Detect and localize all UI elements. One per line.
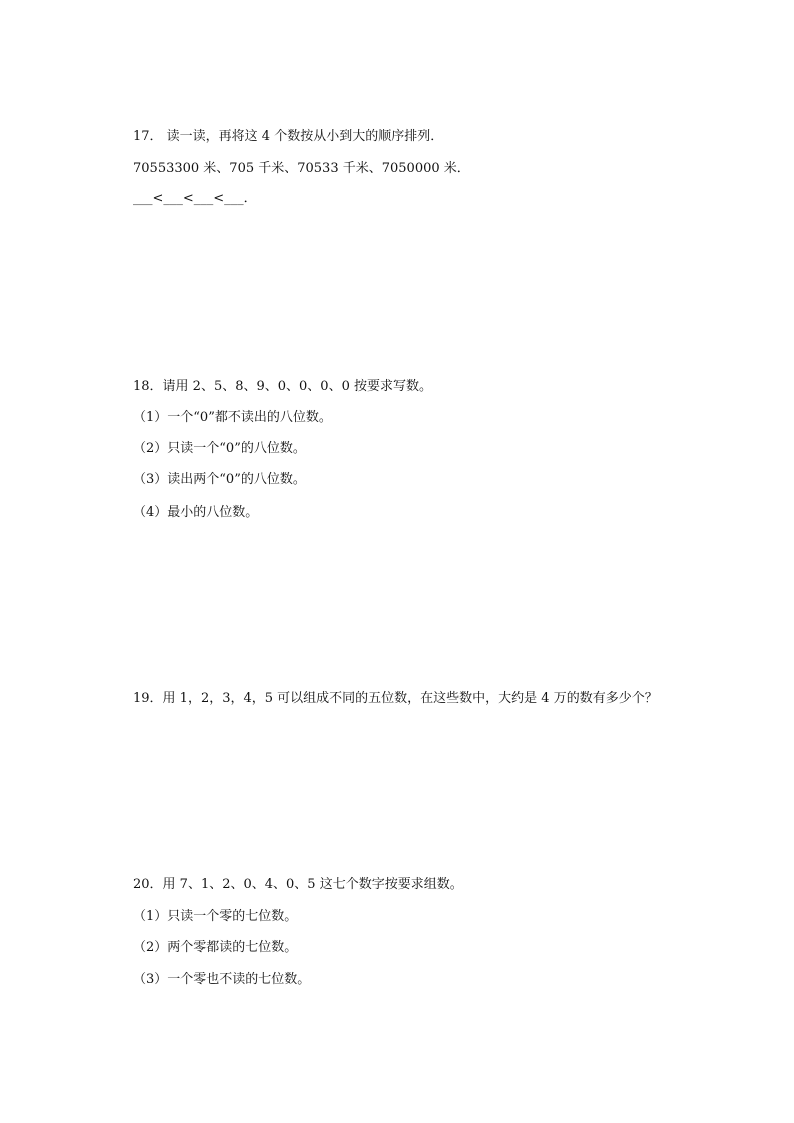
question-20-sub-2: （2）两个零都读的七位数。: [133, 940, 298, 955]
question-18-sub-3: （3）读出两个“0”的八位数。: [133, 472, 306, 487]
question-17-numbers: 70553300 米、705 千米、70533 千米、7050000 米．: [133, 161, 470, 176]
question-18-sub-2: （2）只读一个“0”的八位数。: [133, 441, 306, 456]
question-20-sub-1: （1）只读一个零的七位数。: [133, 909, 298, 924]
question-20-sub-3: （3）一个零也不读的七位数。: [133, 972, 311, 987]
question-19-stem: 19．用 1，2，3，4，5 可以组成不同的五位数，在这些数中，大约是 4 万的数有多少个？: [133, 691, 658, 706]
question-18-sub-1: （1）一个“0”都不读出的八位数。: [133, 410, 332, 425]
question-18-stem: 18．请用 2、5、8、9、0、0、0、0 按要求写数。: [133, 379, 432, 394]
question-17-answer-blanks[interactable]: ___<___<___<___．: [133, 191, 257, 206]
question-17-stem: 17． 读一读，再将这 4 个数按从小到大的顺序排列．: [133, 129, 444, 144]
question-20-stem: 20．用 7、1、2、0、4、0、5 这七个数字按要求组数。: [133, 877, 463, 892]
question-18-sub-4: （4）最小的八位数。: [133, 505, 259, 520]
